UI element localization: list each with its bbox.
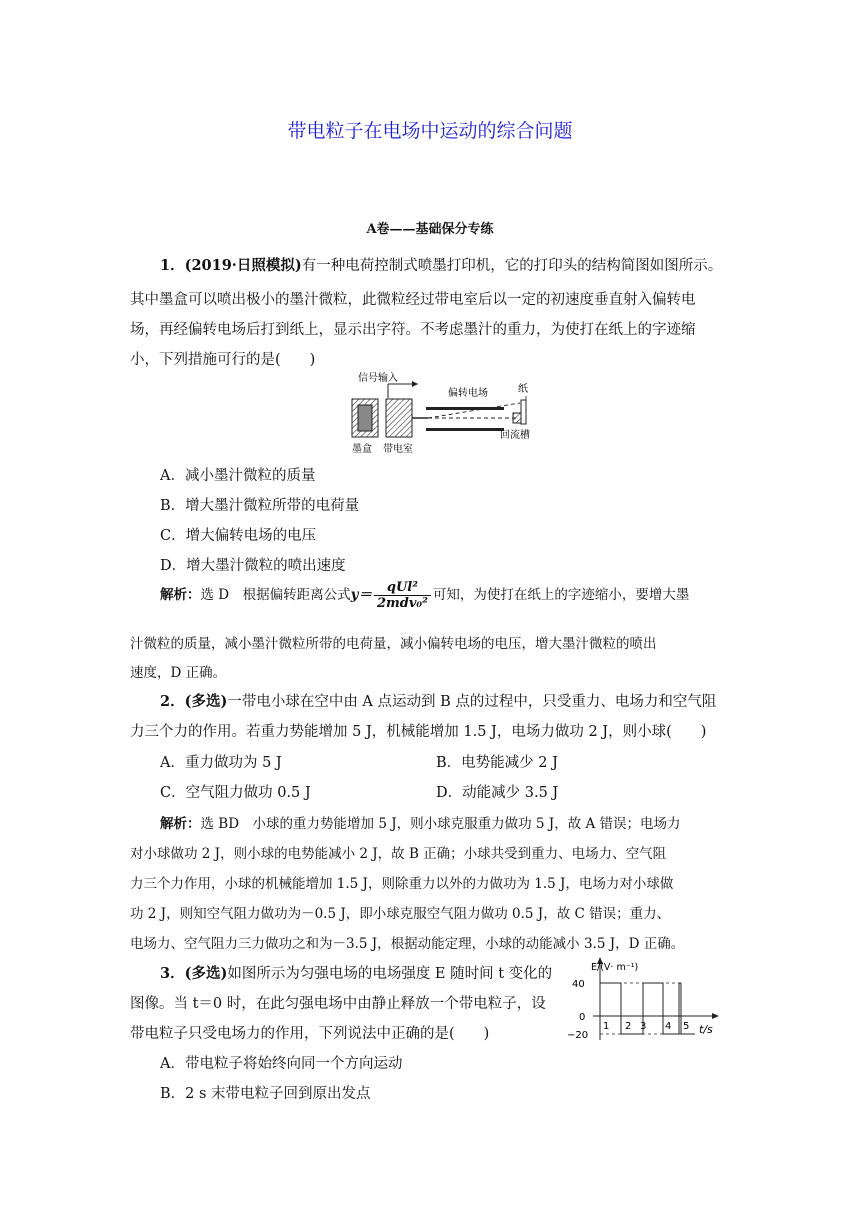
paper — [521, 400, 526, 424]
q2-tag: (多选) — [184, 693, 228, 710]
q3-option-b: B．2 s 末带电粒子回到原出发点 — [160, 1086, 371, 1102]
e-t-graph — [563, 954, 733, 1046]
q1-text-3: 场，再经偏转电场后打到纸上，显示出字符。不考虑墨汁的重力，为使打在纸上的字迹缩 — [130, 322, 696, 338]
q2-analysis-first — [160, 812, 681, 832]
deflection-field-label: 偏转电场 — [448, 388, 488, 399]
q2-number: 2． — [160, 693, 185, 710]
q2-option-a: A．重力做功为 5 J — [160, 755, 282, 771]
q3-option-a: A．带电粒子将始终向同一个方向运动 — [160, 1056, 403, 1072]
return-trough-label: 回流槽 — [500, 430, 530, 441]
q1-source: (2019·日照模拟) — [184, 257, 302, 274]
q1-option-d: D．增大墨汁微粒的喷出速度 — [160, 558, 346, 574]
q1-option-a: A．减小墨汁微粒的质量 — [160, 468, 316, 484]
section-heading: A卷——基础保分专练 — [366, 222, 494, 237]
x-tick-5: 5 — [683, 1021, 690, 1032]
q2-option-d: D．动能减少 3.5 J — [436, 785, 559, 801]
q2-text-1: 一带电小球在空中由 A 点运动到 B 点的过程中，只受重力、电场力和空气阻 — [227, 694, 717, 710]
deflection-formula — [374, 580, 431, 611]
signal-input-label: 信号输入 — [358, 373, 398, 384]
q1-analysis-line-3: 速度，D 正确。 — [130, 665, 227, 681]
q2-analysis-text-1: 选 BD 小球的重力势能增加 5 J，则小球克服重力做功 5 J，故 A 错误；电场力 — [200, 816, 681, 832]
return-trough — [513, 413, 521, 423]
q2-analysis-line-3: 力三个力作用，小球的机械能增加 1.5 J，则除重力以外的力做功为 1.5 J，电场力对小球做 — [130, 876, 674, 892]
q2-option-b: B．电势能减少 2 J — [436, 755, 558, 771]
formula-denominator: 2mdv₀² — [376, 596, 428, 611]
q3-tag: (多选) — [184, 965, 228, 982]
formula-lhs: y＝ — [350, 587, 372, 603]
formula-numerator: qUl² — [374, 580, 431, 596]
y-axis-label: E/(V· m⁻¹) — [591, 962, 639, 973]
q2-analysis-line-4: 功 2 J，则知空气阻力做功为－0.5 J，即小球克服空气阻力做功 0.5 J，故 C 错误；重力、 — [130, 906, 671, 922]
y-tick-40: 40 — [572, 979, 585, 990]
q2-analysis-line-5: 电场力、空气阻力三力做功之和为－3.5 J，根据动能定理，小球的动能减小 3.5 J，D 正确。 — [130, 936, 685, 952]
q3-number: 3． — [160, 965, 185, 982]
printer-head-diagram — [348, 370, 543, 454]
q3-text-2: 图像。当 t＝0 时，在此匀强电场中由静止释放一个带电粒子，设 — [130, 996, 546, 1012]
ink-box-label: 墨盒 — [352, 444, 372, 454]
q1-text-2: 其中墨盒可以喷出极小的墨汁微粒，此微粒经过带电室后以一定的初速度垂直射入偏转电 — [130, 292, 696, 308]
q1-option-c: C．增大偏转电场的电压 — [160, 528, 317, 544]
y-tick-neg20: −20 — [567, 1030, 589, 1041]
q1-analysis-first — [160, 580, 689, 611]
q1-analysis-after: 可知，为使打在纸上的字迹缩小，要增大墨 — [432, 587, 690, 603]
x-tick-2: 2 — [625, 1021, 632, 1032]
q1-option-b: B．增大墨汁微粒所带的电荷量 — [160, 498, 360, 514]
q3-text-3: 带电粒子只受电场力的作用，下列说法中正确的是( ) — [130, 1026, 490, 1042]
q2-text-2: 力三个力的作用。若重力势能增加 5 J，机械能增加 1.5 J，电场力做功 2 J，则小球( ) — [130, 724, 707, 740]
q1-first-line — [160, 254, 722, 275]
q2-analysis-line-2: 对小球做功 2 J，则小球的电势能减小 2 J，故 B 正确；小球共受到重力、电场力、空气阻 — [130, 846, 667, 862]
q3-first-line — [160, 962, 552, 983]
q2-analysis-prefix: 解析： — [160, 816, 201, 832]
q3-text-1: 如图所示为匀强电场的电场强度 E 随时间 t 变化的 — [227, 966, 553, 982]
x-tick-3: 3 — [640, 1021, 647, 1032]
q1-analysis-line-2: 汁微粒的质量，减小墨汁微粒所带的电荷量，减小偏转电场的电压，增大墨汁微粒的喷出 — [130, 636, 657, 652]
x-axis-label: t/s — [699, 1023, 713, 1036]
q1-number: 1． — [160, 257, 185, 274]
charge-room-label: 带电室 — [383, 444, 413, 454]
x-tick-4: 4 — [665, 1021, 672, 1032]
charge-room — [386, 399, 412, 437]
page-title: 带电粒子在电场中运动的综合问题 — [287, 120, 573, 142]
q1-analysis-prefix: 解析： — [160, 587, 201, 603]
x-tick-1: 1 — [603, 1021, 610, 1032]
paper-label: 纸 — [518, 384, 528, 395]
q1-text-1: 有一种电荷控制式喷墨打印机，它的打印头的结构简图如图所示。 — [301, 258, 723, 274]
y-tick-0: 0 — [579, 1012, 586, 1023]
q2-first-line — [160, 690, 716, 711]
q1-text-4: 小，下列措施可行的是( ) — [130, 352, 316, 368]
q2-option-c: C．空气阻力做功 0.5 J — [160, 785, 311, 801]
q1-analysis-choice: 选 D 根据偏转距离公式 — [200, 587, 351, 603]
